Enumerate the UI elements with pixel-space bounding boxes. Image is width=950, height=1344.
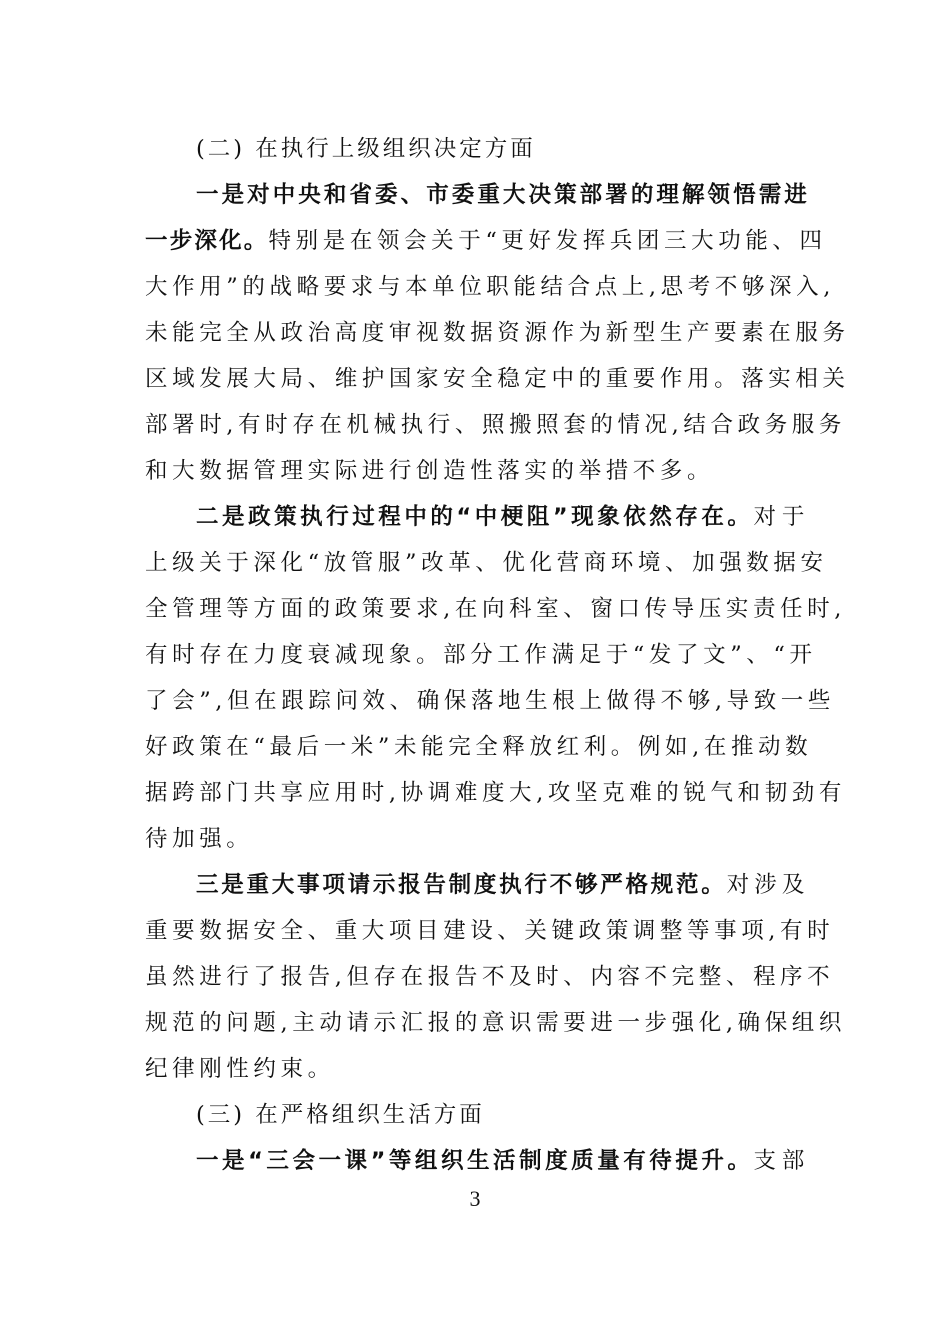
bold-lead: 三是重大事项请示报告制度执行不够严格规范。 <box>196 872 727 898</box>
paragraph-line: 部署时,有时存在机械执行、照搬照套的情况,结合政务服务 <box>145 412 847 438</box>
paragraph-line: 一步深化。特别是在领会关于“更好发挥兵团三大功能、四 <box>145 228 827 254</box>
paragraph-line: 好政策在“最后一米”未能完全释放红利。例如,在推动数 <box>145 734 813 760</box>
bold-lead: 一是对中央和省委、市委重大决策部署的理解领悟需进 <box>196 182 809 208</box>
paragraph-line: 有时存在力度衰减现象。部分工作满足于“发了文”、“开 <box>145 642 817 668</box>
paragraph-line: 大作用”的战略要求与本单位职能结合点上,思考不够深入, <box>145 274 836 300</box>
bold-lead: 一是“三会一课”等组织生活制度质量有待提升。 <box>196 1148 754 1174</box>
paragraph-line: 未能完全从政治高度审视数据资源作为新型生产要素在服务 <box>145 320 850 346</box>
paragraph-line <box>196 175 809 215</box>
bold-lead: 一步深化。 <box>145 228 269 254</box>
paragraph-line: 和大数据管理实际进行创造性落实的举措不多。 <box>145 458 715 484</box>
paragraph-line: 全管理等方面的政策要求,在向科室、窗口传导压实责任时, <box>145 596 847 622</box>
section-heading-2: (二) 在执行上级组织决定方面 <box>196 136 536 162</box>
paragraph-line: 规范的问题,主动请示汇报的意识需要进一步强化,确保组织 <box>145 1010 847 1036</box>
paragraph-line: 上级关于深化“放管服”改革、优化营商环境、加强数据安 <box>145 550 828 576</box>
bold-lead: 二是政策执行过程中的“中梗阻”现象依然存在。 <box>196 504 754 530</box>
section-heading-3: (三) 在严格组织生活方面 <box>196 1102 485 1128</box>
paragraph-line: 虽然进行了报告,但存在报告不及时、内容不完整、程序不 <box>145 964 835 990</box>
paragraph-line: 待加强。 <box>145 826 254 852</box>
paragraph-line: 纪律刚性约束。 <box>145 1056 335 1082</box>
paragraph-line: 据跨部门共享应用时,协调难度大,攻坚克难的锐气和韧劲有 <box>145 780 847 806</box>
page-number: 3 <box>469 1186 481 1211</box>
paragraph-line: 了会”,但在跟踪问效、确保落地生根上做得不够,导致一些 <box>145 688 836 714</box>
paragraph-line: 一是“三会一课”等组织生活制度质量有待提升。支部 <box>196 1148 809 1174</box>
paragraph-line: 区域发展大局、维护国家安全稳定中的重要作用。落实相关 <box>145 366 850 392</box>
paragraph-line: 三是重大事项请示报告制度执行不够严格规范。对涉及 <box>196 872 809 898</box>
paragraph-line: 重要数据安全、重大项目建设、关键政策调整等事项,有时 <box>145 918 835 944</box>
paragraph-line: 二是政策执行过程中的“中梗阻”现象依然存在。对于 <box>196 504 809 530</box>
